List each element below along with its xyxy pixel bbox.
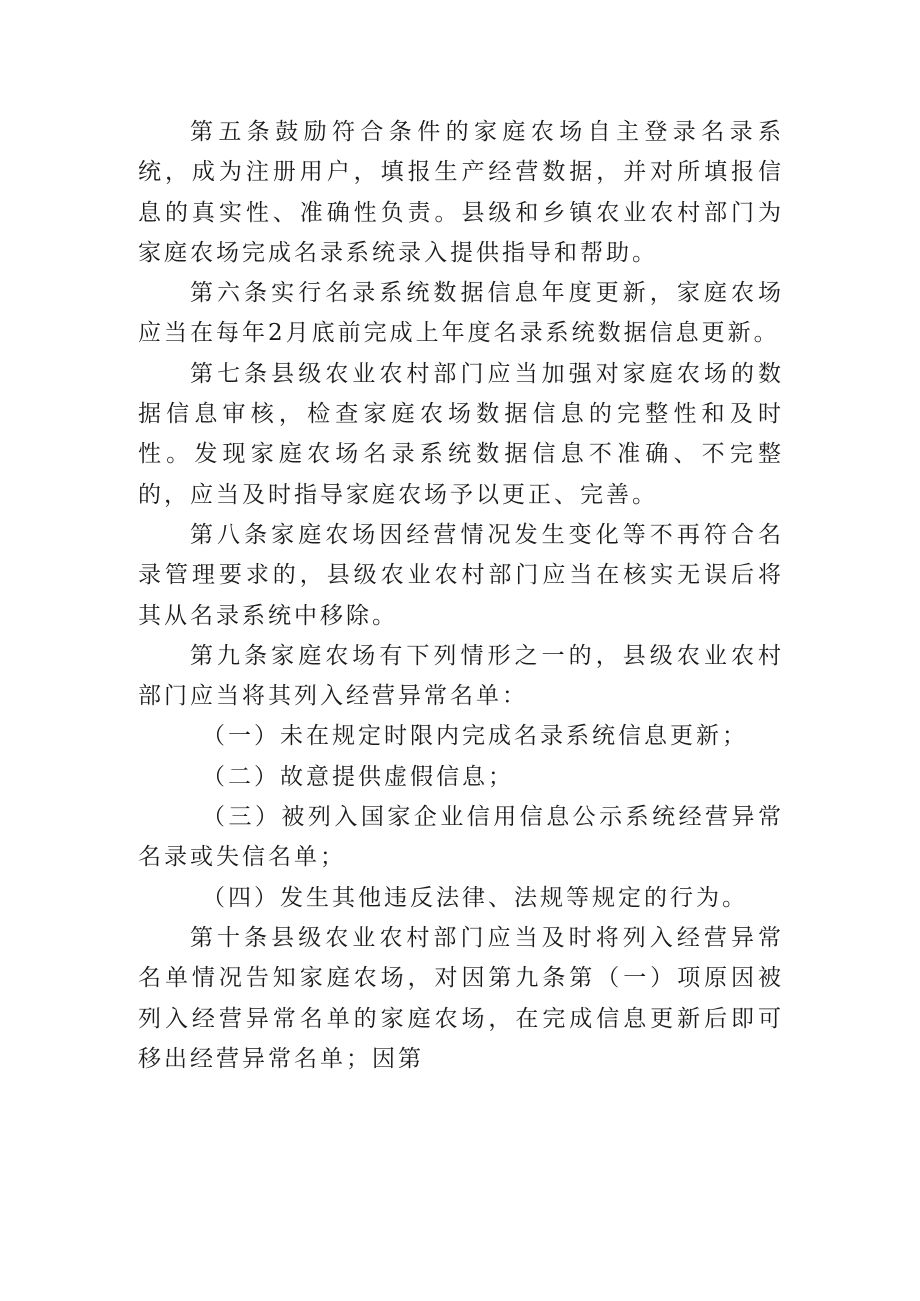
article-9-paragraph: 第九条家庭农场有下列情形之一的，县级农业农村部门应当将其列入经营异常名单：: [138, 642, 784, 710]
article-9-item-3: （三）被列入国家企业信用信息公示系统经营异常名录或失信名单；: [138, 804, 784, 871]
article-9-item-4: （四）发生其他违反法律、法规等规定的行为。: [202, 884, 748, 911]
article-5-paragraph: 第五条鼓励符合条件的家庭农场自主登录名录系统，成为注册用户，填报生产经营数据，并对所填报信息的真实性、准确性负责。县级和乡镇农业农村部门为家庭农场完成名录系统录入提供指导和帮助。: [138, 119, 784, 266]
article-7-paragraph: 第七条县级农业农村部门应当加强对家庭农场的数据信息审核，检查家庭农场数据信息的完整性和及时性。发现家庭农场名录系统数据信息不准确、不完整的，应当及时指导家庭农场予以更正、完善。: [138, 360, 784, 508]
article-6-paragraph: 第六条实行名录系统数据信息年度更新，家庭农场应当在每年2月底前完成上年度名录系统数据信息更新。: [138, 280, 784, 347]
article-8-paragraph: 第八条家庭农场因经营情况发生变化等不再符合名录管理要求的，县级农业农村部门应当在核实无误后将其从名录系统中移除。: [138, 521, 784, 629]
article-9-item-2: （二）故意提供虚假信息；: [202, 763, 514, 790]
article-10-paragraph: 第十条县级农业农村部门应当及时将列入经营异常名单情况告知家庭农场，对因第九条第（一）项原因被列入经营异常名单的家庭农场，在完成信息更新后即可移出经营异常名单；因第: [138, 924, 784, 1072]
article-9-item-1: （一）未在规定时限内完成名录系统信息更新；: [202, 723, 748, 750]
document-body: [138, 112, 784, 1079]
